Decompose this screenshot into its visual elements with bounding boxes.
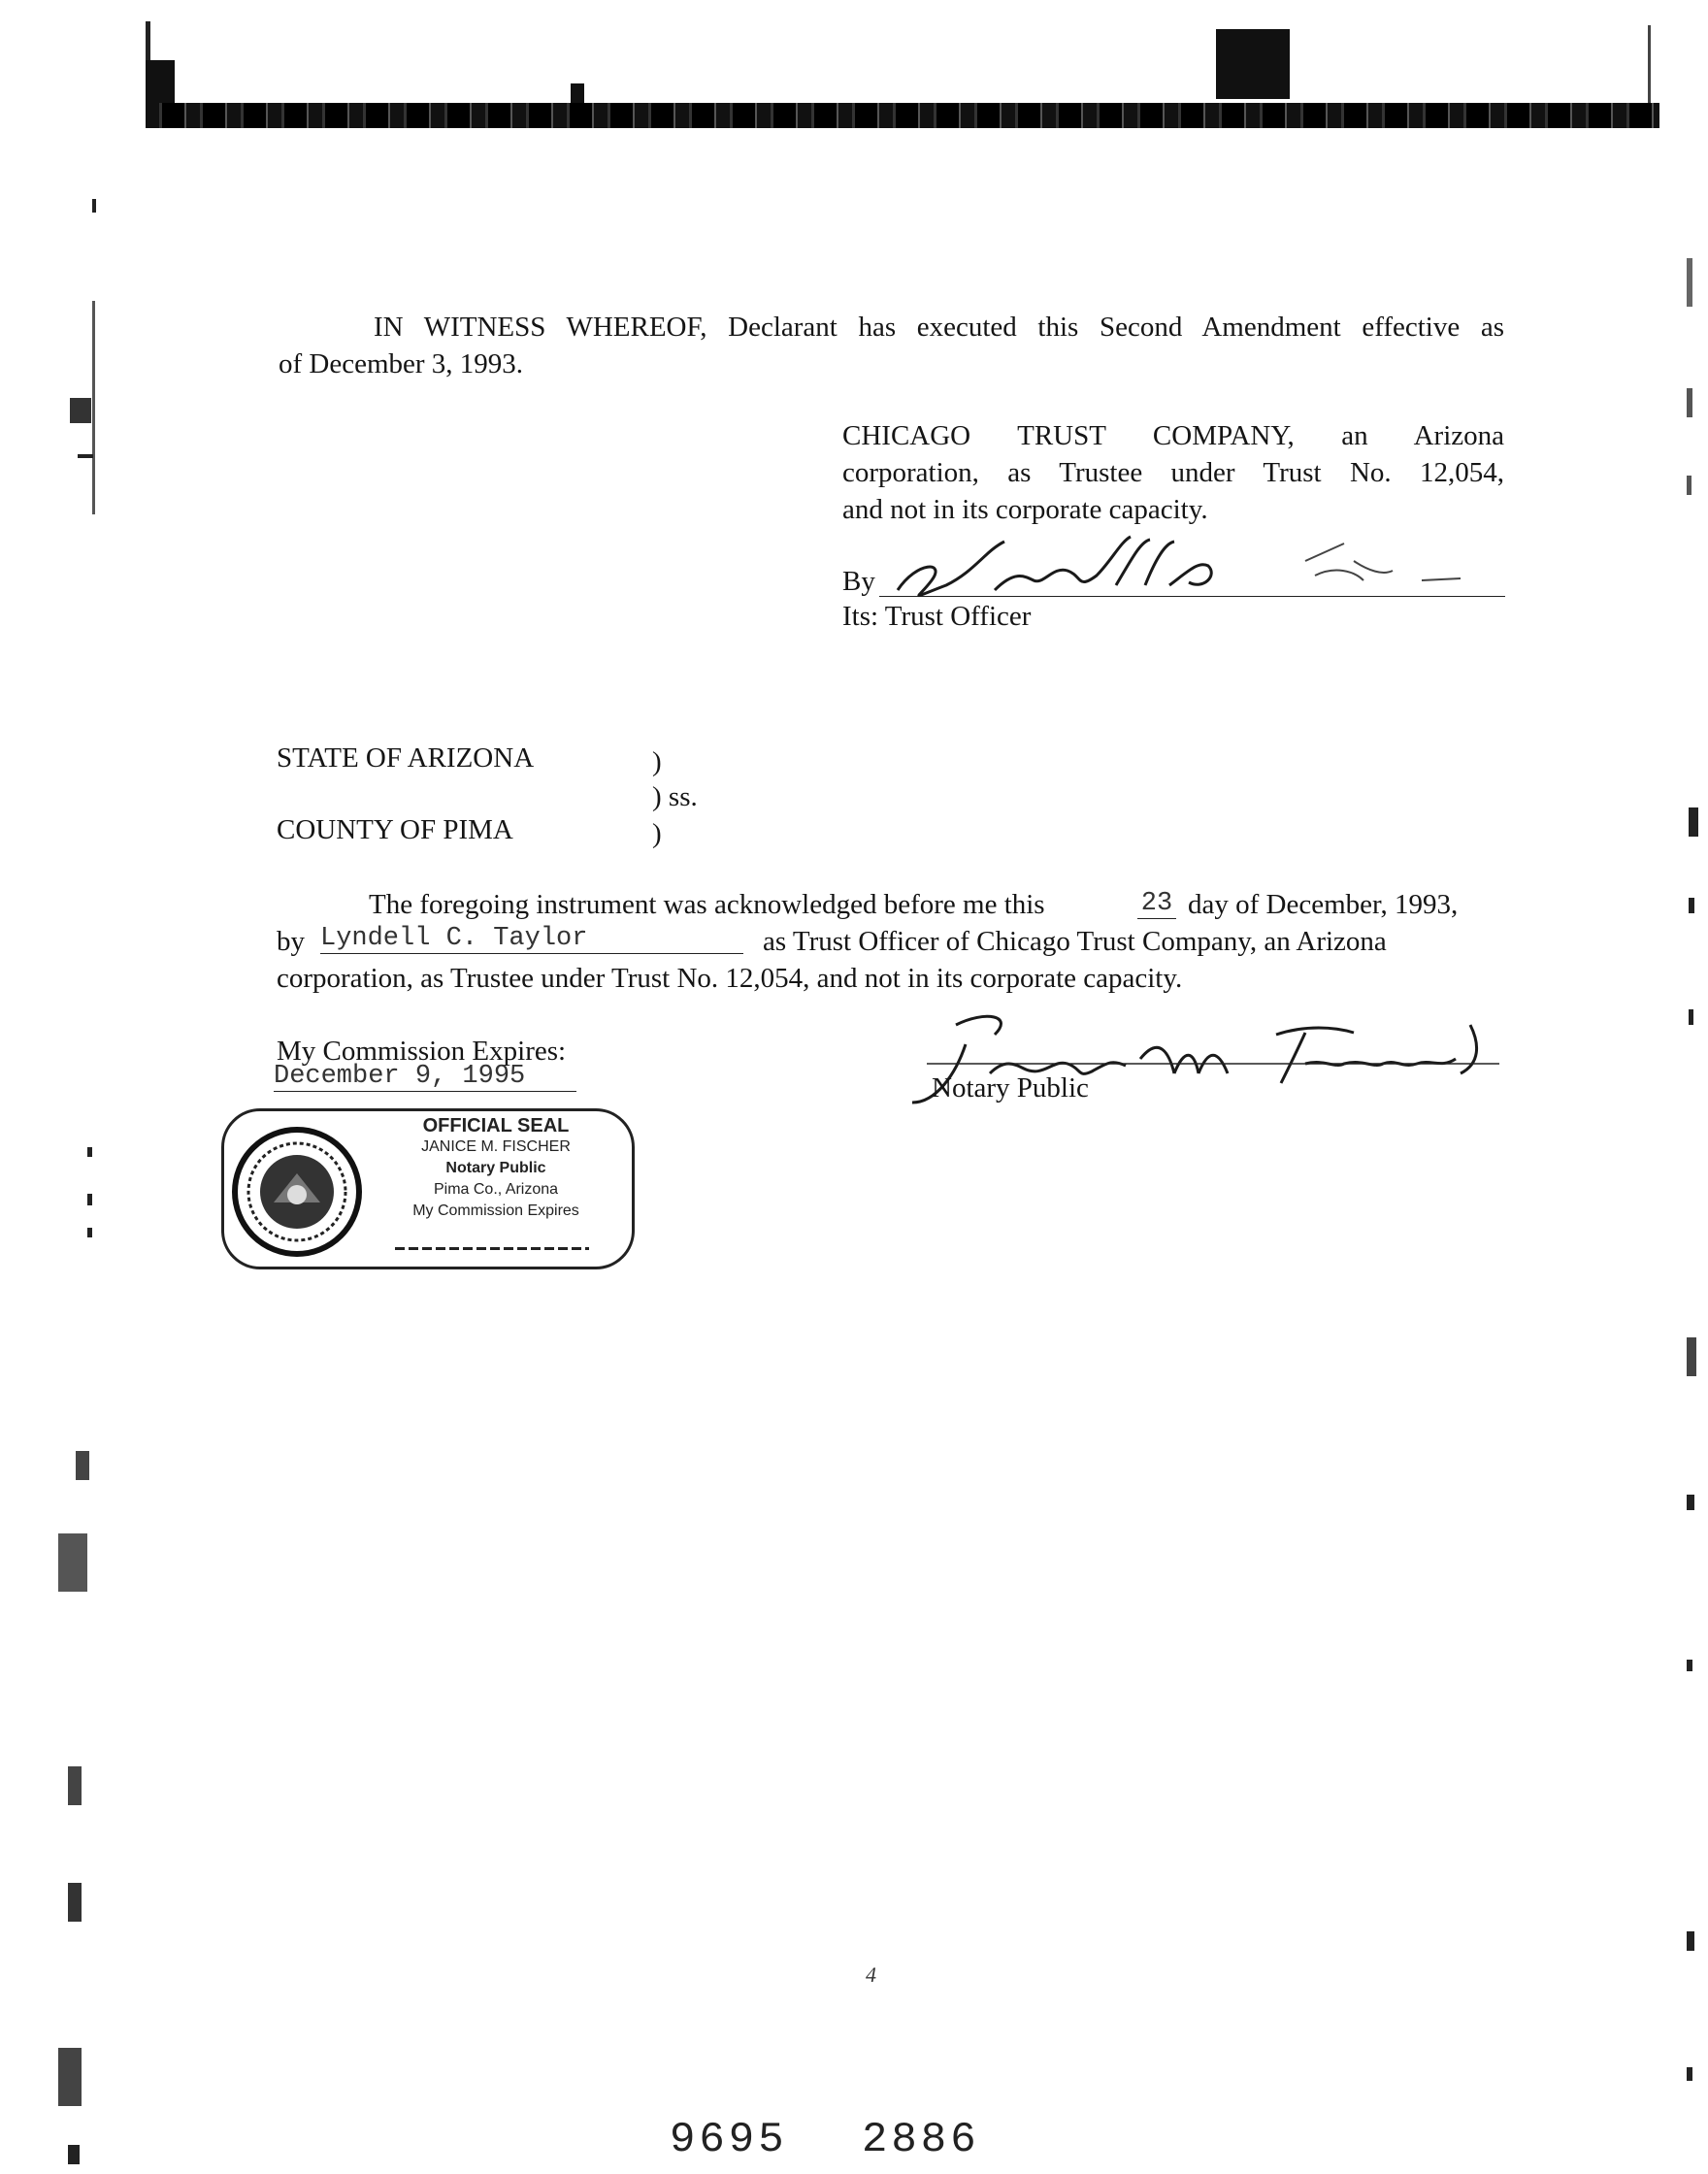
trustee-line-2: corporation, as Trustee under Trust No. 12,054,	[842, 457, 1504, 488]
ack-line-1-post: day of December, 1993,	[1188, 889, 1459, 920]
arizona-state-seal-icon	[230, 1125, 364, 1259]
margin-mark	[1687, 1660, 1692, 1671]
commission-label: My Commission Expires:	[277, 1036, 567, 1067]
ack-line-2-post: as Trust Officer of Chicago Trust Company, an Arizona	[763, 926, 1387, 957]
witness-line-2: of December 3, 1993.	[279, 348, 524, 379]
scan-header-bar	[146, 103, 1659, 128]
margin-mark	[58, 1533, 87, 1592]
margin-mark	[1689, 807, 1698, 837]
by-label: By	[842, 566, 875, 597]
seal-line-5: My Commission Expires	[412, 1202, 579, 1219]
margin-mark	[1687, 476, 1692, 495]
seal-line-2: JANICE M. FISCHER	[421, 1138, 571, 1155]
official-seal-stamp	[221, 1108, 635, 1269]
margin-mark	[58, 2048, 82, 2106]
scan-left-block	[146, 60, 175, 109]
notary-label: Notary Public	[932, 1072, 1089, 1103]
ack-line-1-pre: The foregoing instrument was acknowledged before me this	[369, 889, 1045, 920]
margin-mark	[1687, 258, 1692, 307]
page-number: 4	[866, 1962, 876, 1987]
state-paren: )	[652, 746, 662, 777]
ack-line-3: corporation, as Trustee under Trust No. 12,054, and not in its corporate capacity.	[277, 963, 1183, 994]
margin-mark	[1689, 1009, 1693, 1025]
margin-mark	[68, 2145, 80, 2164]
trustee-line-3: and not in its corporate capacity.	[842, 494, 1208, 525]
margin-mark	[1687, 1495, 1694, 1510]
margin-mark	[1687, 1931, 1694, 1951]
trustee-line-1: CHICAGO TRUST COMPANY, an Arizona	[842, 420, 1504, 451]
ack-day: 23	[1137, 889, 1176, 919]
margin-mark	[1689, 898, 1694, 913]
margin-mark	[78, 454, 93, 458]
scan-right-edge	[1648, 25, 1651, 109]
state-label: STATE OF ARIZONA	[277, 742, 535, 774]
margin-mark	[92, 199, 96, 213]
seal-bottom-rule	[395, 1247, 589, 1250]
its-label: Its: Trust Officer	[842, 601, 1032, 632]
seal-line-4: Pima Co., Arizona	[433, 1181, 559, 1198]
commission-date: December 9, 1995	[274, 1062, 576, 1092]
scan-mid-mark	[571, 83, 584, 103]
margin-mark	[1687, 1337, 1696, 1376]
recording-page: 2886	[862, 2116, 980, 2164]
margin-mark	[76, 1451, 89, 1480]
county-label: COUNTY OF PIMA	[277, 814, 513, 845]
margin-mark	[87, 1228, 92, 1237]
seal-line-1: OFFICIAL SEAL	[422, 1115, 570, 1136]
county-paren: )	[652, 818, 662, 849]
witness-line-1: IN WITNESS WHEREOF, Declarant has executed this Second Amendment effective as	[374, 312, 1504, 343]
ack-by-label: by	[277, 926, 305, 957]
margin-mark	[87, 1147, 92, 1157]
margin-mark	[1687, 388, 1692, 417]
margin-mark	[70, 398, 91, 423]
margin-mark	[68, 1766, 82, 1805]
seal-line-3: Notary Public	[445, 1160, 546, 1176]
margin-mark	[68, 1883, 82, 1922]
recording-docket: 9695	[670, 2116, 788, 2164]
scan-right-block	[1216, 29, 1290, 99]
margin-mark	[87, 1194, 92, 1205]
margin-mark	[92, 301, 95, 514]
venue-ss: ) ss.	[652, 781, 698, 812]
trustee-signature	[878, 532, 1519, 606]
margin-mark	[1687, 2067, 1692, 2081]
ack-officer-name: Lyndell C. Taylor	[320, 924, 743, 954]
